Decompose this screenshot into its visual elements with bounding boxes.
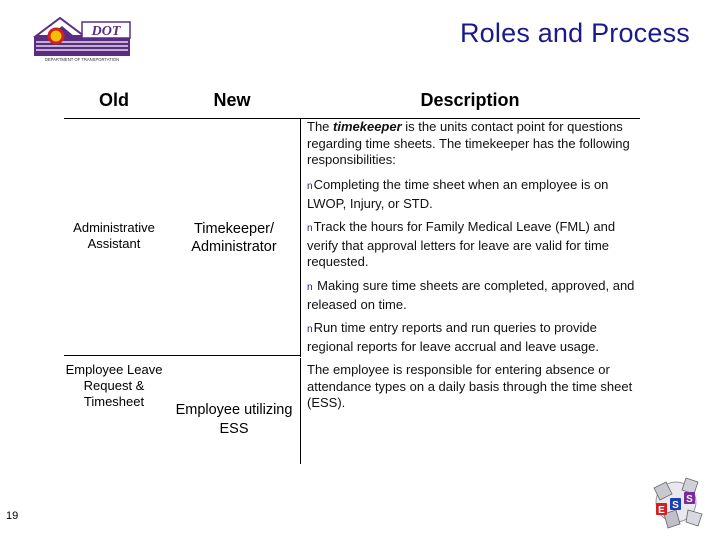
list-item: nRun time entry reports and run queries to provide regional reports for leave accrual and leave usage. xyxy=(307,320,599,354)
new-role-employee-ess: Employee utilizing ESS xyxy=(175,402,293,437)
employee-description: The employee is responsible for entering absence or attendance types on a daily basis through the time sheet (ESS). xyxy=(307,362,633,410)
bullet-icon: n xyxy=(307,324,313,335)
list-item: nTrack the hours for Family Medical Leave (FML) and verify that approval letters for leave are valid for time requested. xyxy=(307,219,616,269)
ess-letter-s1: S xyxy=(672,500,679,511)
ess-letter-e: E xyxy=(658,505,665,516)
old-role-employee-leave: Employee Leave Request & Timesheet xyxy=(65,362,163,409)
timekeeper-description: The timekeeper is the units contact point for questions regarding time sheets. The timekeeper has the following responsibilities: xyxy=(307,119,630,167)
bullet-icon: n xyxy=(307,282,313,293)
ess-logo xyxy=(646,470,710,532)
ess-letter-s2: S xyxy=(686,494,693,505)
page-title: Roles and Process xyxy=(459,18,690,48)
column-header-old: Old xyxy=(99,90,129,110)
old-role-admin-assistant: Administrative Assistant xyxy=(73,220,155,251)
roles-table-row-2 xyxy=(64,358,640,464)
column-divider xyxy=(300,358,301,464)
page-number: 19 xyxy=(6,510,19,522)
logo-text: DOT xyxy=(91,24,121,39)
logo-subtext: DEPARTMENT OF TRANSPORTATION xyxy=(44,57,120,62)
bullet-icon: n xyxy=(307,223,313,234)
list-item: n Making sure time sheets are completed, approved, and released on time. xyxy=(307,278,635,312)
column-header-new: New xyxy=(213,90,251,110)
roles-table xyxy=(64,84,640,358)
bullet-icon: n xyxy=(307,181,313,192)
row-divider xyxy=(64,355,300,356)
cdot-logo xyxy=(30,14,134,62)
new-role-timekeeper: Timekeeper/ Administrator xyxy=(191,221,277,255)
list-item: nCompleting the time sheet when an employee is on LWOP, Injury, or STD. xyxy=(307,177,609,211)
column-divider xyxy=(300,119,301,357)
column-header-description: Description xyxy=(420,90,520,110)
